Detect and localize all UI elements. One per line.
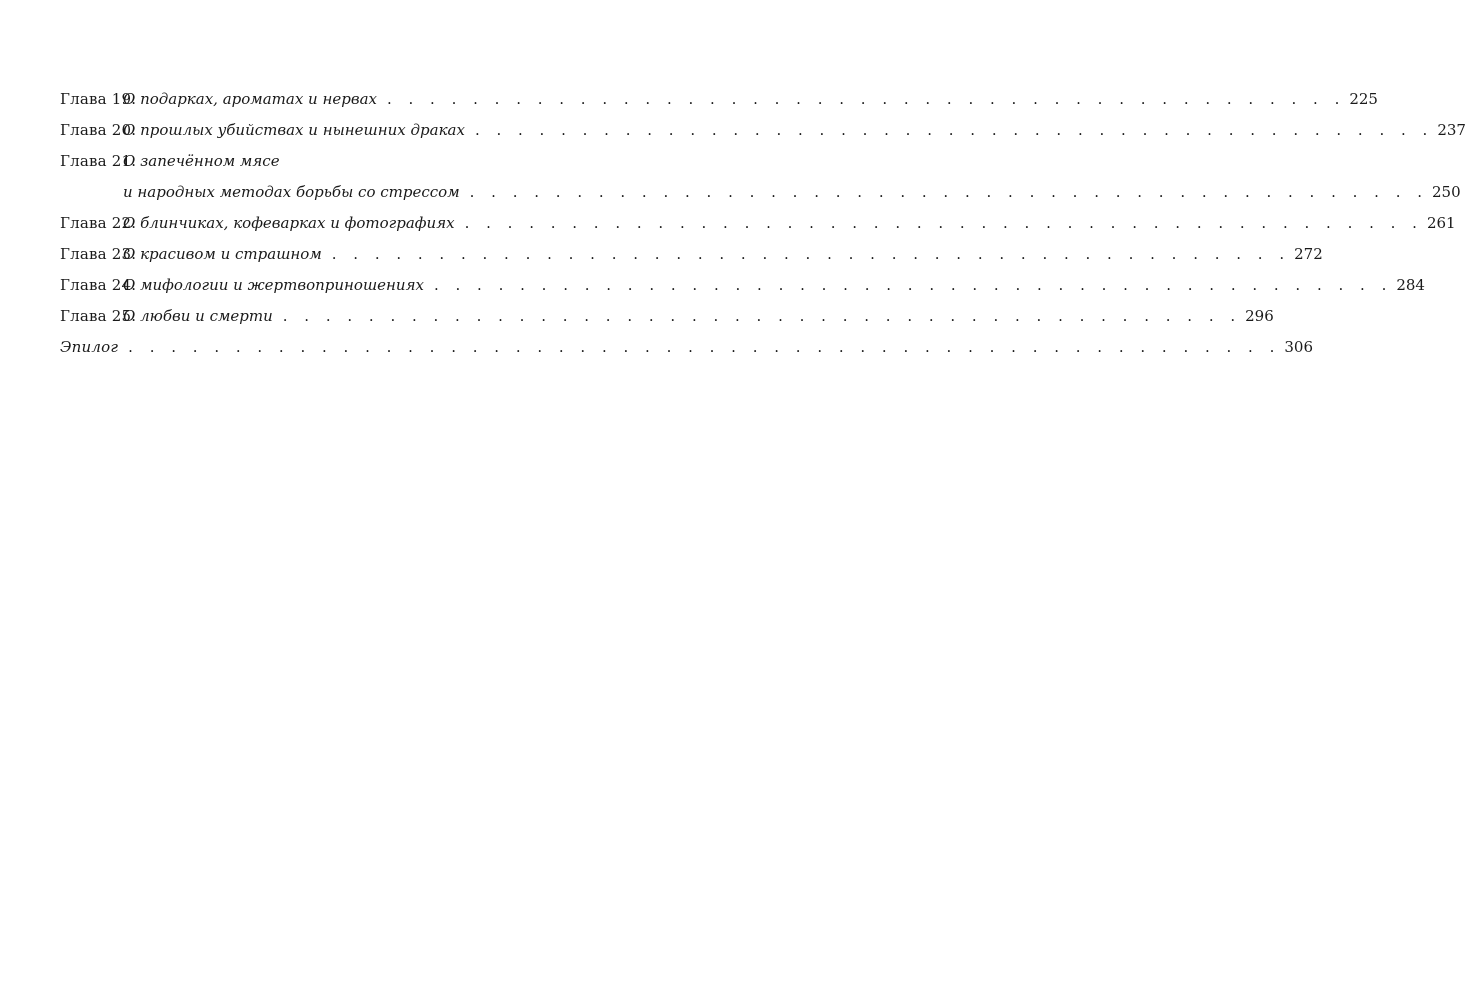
dot-leader: . . . . . . . . . . . . . . . . . . . . . . . . . . . . . . . . . . . . . . . . . . . . . . . . . . . . . . [128, 338, 1281, 356]
chapter-label: Глава 24. [60, 276, 137, 294]
chapter-label: Глава 21. [60, 152, 137, 170]
toc-line [60, 115, 1466, 146]
chapter-title-continuation: и народных методах борьбы со стрессом [123, 183, 460, 201]
toc-line [60, 332, 1313, 363]
toc-line-continuation [60, 177, 1461, 208]
page-number: 306 [1284, 338, 1313, 356]
chapter-title: О красивом и страшном [123, 245, 322, 263]
page-number: 272 [1294, 245, 1323, 263]
chapter-title: О подарках, ароматах и нервах [123, 90, 377, 108]
chapter-title: О прошлых убийствах и нынешних драках [123, 121, 465, 139]
page-number: 237 [1437, 121, 1466, 139]
toc-entry-chapter-22[interactable] [60, 208, 1456, 239]
dot-leader: . . . . . . . . . . . . . . . . . . . . . . . . . . . . . . . . . . . . . . . . . . . . . [474, 121, 1434, 139]
chapter-label: Глава 19. [60, 90, 137, 108]
dot-leader: . . . . . . . . . . . . . . . . . . . . . . . . . . . . . . . . . . . . . . . . . . . . . [464, 214, 1423, 232]
toc-entry-epilogue[interactable] [60, 332, 1313, 363]
toc-entry-chapter-21[interactable] [60, 146, 1461, 208]
dot-leader: . . . . . . . . . . . . . . . . . . . . . . . . . . . . . . . . . . . . . . . . . . . . . [331, 245, 1291, 263]
chapter-label: Глава 25. [60, 307, 137, 325]
dot-leader: . . . . . . . . . . . . . . . . . . . . . . . . . . . . . . . . . . . . . . . . . . . . . [469, 183, 1428, 201]
chapter-title: О блинчиках, кофеварках и фотографиях [123, 214, 455, 232]
page-number: 284 [1396, 276, 1425, 294]
toc-line [60, 301, 1274, 332]
chapter-title: О любви и смерти [123, 307, 273, 325]
toc-line [60, 239, 1323, 270]
dot-leader: . . . . . . . . . . . . . . . . . . . . . . . . . . . . . . . . . . . . . . . . . . . . . [282, 307, 1242, 325]
toc-entry-chapter-20[interactable] [60, 115, 1466, 146]
page-number: 225 [1349, 90, 1378, 108]
toc-entry-chapter-23[interactable] [60, 239, 1323, 270]
chapter-label: Глава 22. [60, 214, 137, 232]
page-number: 261 [1426, 214, 1456, 232]
epilogue-label: Эпилог [60, 338, 119, 356]
chapter-title: О мифологии и жертвоприношениях [123, 276, 424, 294]
table-of-contents [60, 84, 1466, 363]
chapter-title: О запечённом мясе [123, 152, 280, 170]
toc-entry-chapter-25[interactable] [60, 301, 1274, 332]
toc-entry-chapter-19[interactable] [60, 84, 1378, 115]
dot-leader: . . . . . . . . . . . . . . . . . . . . . . . . . . . . . . . . . . . . . . . . . . . . . [433, 276, 1393, 294]
page-number: 250 [1432, 183, 1461, 201]
toc-entry-chapter-24[interactable] [60, 270, 1425, 301]
chapter-label: Глава 20. [60, 121, 137, 139]
toc-line [60, 84, 1378, 115]
dot-leader: . . . . . . . . . . . . . . . . . . . . . . . . . . . . . . . . . . . . . . . . . . . . . [386, 90, 1346, 108]
toc-line [60, 146, 524, 177]
chapter-label: Глава 23. [60, 245, 137, 263]
toc-line [60, 208, 1456, 239]
page-number: 296 [1245, 307, 1274, 325]
toc-line [60, 270, 1425, 301]
